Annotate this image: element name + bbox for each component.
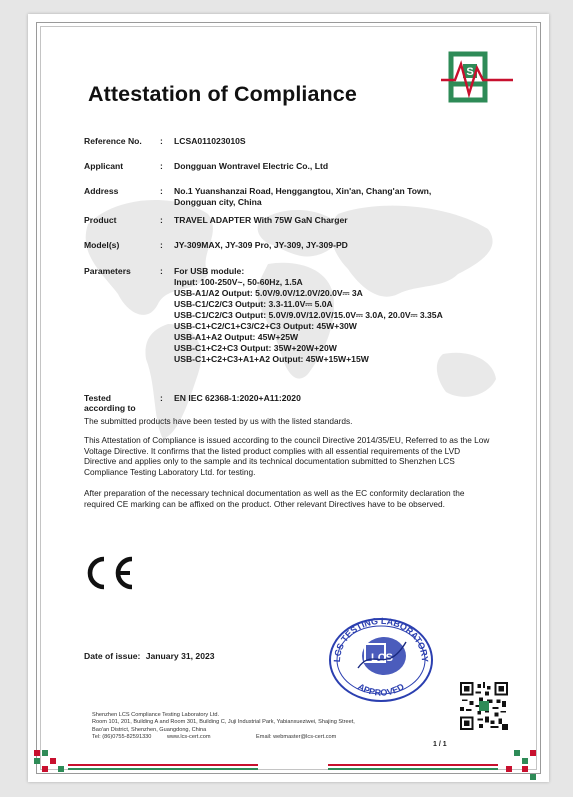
tested-label-line-2: according to xyxy=(84,403,136,413)
approved-stamp-icon xyxy=(328,616,434,702)
tested-colon: : xyxy=(160,393,163,403)
footer-contact-line xyxy=(92,734,472,741)
page-number: 1 / 1 xyxy=(433,741,447,748)
reference-label: Reference No. xyxy=(84,136,142,146)
applicant-label: Applicant xyxy=(84,161,124,171)
applicant-colon: : xyxy=(160,161,163,171)
footer-address-line-2: Bao'an District, Shenzhen, Guangdong, China xyxy=(92,726,207,733)
address-label: Address xyxy=(84,186,119,196)
page-title: Attestation of Compliance xyxy=(88,82,357,106)
footer-bar-red-left xyxy=(68,764,258,766)
tested-label-line-1: Tested xyxy=(84,393,112,403)
reference-colon: : xyxy=(160,136,163,146)
product-label: Product xyxy=(84,215,117,225)
parameter-line: USB-A1+A2 Output: 45W+25W xyxy=(174,332,299,342)
certificate-page xyxy=(28,14,549,782)
stamp-bottom-text: APPROVED xyxy=(356,681,406,698)
product-colon: : xyxy=(160,215,163,225)
issue-date-value: January 31, 2023 xyxy=(145,651,215,661)
address-line-1: No.1 Yuanshanzai Road, Henggangtou, Xin'an, Chang'an Town, xyxy=(174,186,432,196)
models-value: JY-309MAX, JY-309 Pro, JY-309, JY-309-PD xyxy=(174,240,348,250)
footer-address-line-1: Room 101, 201, Building A and Room 301, Building C, Juji Industrial Park, Yabianxueziwei, Shajing Street, xyxy=(92,719,355,726)
footer-bar-green-left xyxy=(68,768,258,770)
tested-value: EN IEC 62368-1:2020+A11:2020 xyxy=(174,393,301,403)
footer-bar-green-right xyxy=(328,768,498,770)
parameter-line: USB-C1+C2+C3 Output: 35W+20W+20W xyxy=(174,343,337,353)
tested-statement: The submitted products have been tested by us with the listed standards. xyxy=(84,416,353,426)
applicant-value: Dongguan Wontravel Electric Co., Ltd xyxy=(174,161,329,171)
parameters-colon: : xyxy=(160,266,163,276)
address-colon: : xyxy=(160,186,163,196)
reference-value: LCSA011023010S xyxy=(174,136,246,146)
stamp-top-text: LCS TESTING LABORATORY xyxy=(331,616,431,663)
parameter-line: USB-C1+C2/C1+C3/C2+C3 Output: 45W+30W xyxy=(174,321,357,331)
models-label: Model(s) xyxy=(84,240,120,250)
parameters-value xyxy=(174,266,504,365)
parameter-line: USB-C1/C2/C3 Output: 3.3-11.0V⎓ 5.0A xyxy=(174,299,333,309)
parameters-label: Parameters xyxy=(84,266,131,276)
corner-decoration-right xyxy=(506,746,546,782)
address-line-2: Dongguan city, China xyxy=(174,197,262,207)
footer-website-link[interactable]: www.lcs-cert.com xyxy=(166,734,211,741)
parameter-line: For USB module: xyxy=(174,266,245,276)
product-value: TRAVEL ADAPTER With 75W GaN Charger xyxy=(174,215,348,225)
parameter-line: USB-C1/C2/C3 Output: 5.0V/9.0V/12.0V/15.0V⎓ 3.0A, 20.0V⎓ 3.35A xyxy=(174,310,443,320)
ce-marking-paragraph: After preparation of the necessary technical documentation as well as the EC conformity declaration the required CE marking can be affixed on the product. Other relevant Directives have to be observed. xyxy=(84,488,465,509)
footer-tel: Tel: (86)0755-82591330 xyxy=(92,734,152,741)
issue-date xyxy=(84,651,215,661)
footer-company: Shenzhen LCS Compliance Testing Laboratory Ltd. xyxy=(92,712,220,718)
footer-bar-red-right xyxy=(328,764,498,766)
svg-text:APPROVED xyxy=(356,681,406,698)
address-value xyxy=(174,186,504,208)
attestation-paragraph: This Attestation of Compliance is issued according to the council Directive 2014/35/EU, Referred to as the Low Voltage Directive. It confirms that the listed product complies with all essential requirements of the LVD Directive and applies only to the sample and its technical documentation submitted to Shenzhen LCS Compliance Testing Laboratory Ltd. for testing. xyxy=(84,435,490,477)
models-colon: : xyxy=(160,240,163,250)
ce-mark-icon xyxy=(82,554,138,592)
footer-contact xyxy=(92,712,472,742)
stamp-logo-text: LCS xyxy=(371,652,393,664)
footer-email: Email: webmaster@lcs-cert.com xyxy=(256,734,337,741)
parameter-line: USB-A1/A2 Output: 5.0V/9.0V/12.0V/20.0V⎓ 3A xyxy=(174,288,363,298)
parameter-line: USB-C1+C2+C3+A1+A2 Output: 45W+15W+15W xyxy=(174,354,369,364)
svg-text:S: S xyxy=(466,66,474,78)
tested-label xyxy=(84,393,156,412)
lcs-logo-icon xyxy=(441,50,515,108)
issue-date-label: Date of issue: xyxy=(84,651,141,661)
parameter-line: Input: 100-250V~, 50-60Hz, 1.5A xyxy=(174,277,303,287)
